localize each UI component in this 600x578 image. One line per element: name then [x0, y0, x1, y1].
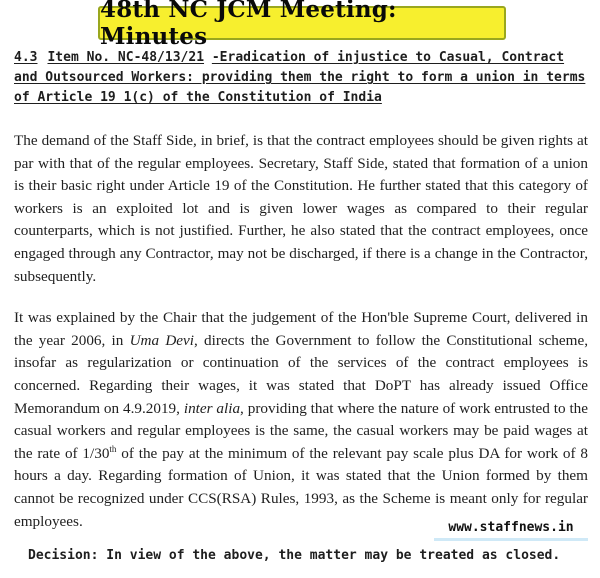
ordinal-superscript: th: [109, 443, 117, 454]
paragraph-staff-side-demand: The demand of the Staff Side, in brief, is that the contract employees should be given rights at par with that of the regular employees. Secretary, Staff Side, stated that formation of a union is their basic right under Article 19 of the Constitution. He further stated that this category of workers is an exploited lot and is given lower wages as compared to their regular counterparts, which is not justified. Further, he also stated that the contract employees, once engaged through any Contractor, may not be discharged, if there is a change in the Contractor, subsequently.: [14, 132, 588, 285]
item-heading-lead: Item No. NC-48/13/21: [47, 50, 205, 65]
paragraph2-part1: It was explained by the Chair that the judgement of the Hon'ble Supreme Court, delivered in the year 2006, in: [14, 309, 588, 349]
item-heading: [14, 48, 588, 108]
page-title: 48th NC JCM Meeting: Minutes: [100, 0, 397, 50]
paragraph2-part2: , directs the Government to follow the Constitutional scheme, insofar as regularization or continuation of the services of the contract employees is concerned. Regarding their wages, it was stated that DoPT has already issued Office Memorandum on 4.9.2019,: [14, 331, 588, 417]
latin-phrase: inter alia: [183, 399, 241, 417]
case-name: Uma Devi: [129, 331, 195, 349]
item-heading-line3: of Article 19 1(c) of the Constitution of India: [14, 90, 382, 105]
decision-text: Decision: In view of the above, the matter may be treated as closed.: [28, 548, 561, 563]
title-banner-box: [98, 0, 506, 50]
paragraph-chair-explanation: [14, 307, 588, 533]
watermark-link[interactable]: www.staffnews.in: [434, 516, 588, 541]
paragraph2-part4: of the pay at the minimum of the relevant pay scale plus DA for work of 8 hours a day. Regarding formation of Union, it was stated that the Union formed by them cannot be recognized under CCS(RSA) Rules, 1993, as the Scheme is meant only for regular employees.: [14, 444, 588, 530]
document-body: [14, 48, 588, 533]
item-heading-line1: -Eradication of injustice to Casual, Contract: [211, 50, 565, 65]
banner: [0, 0, 600, 50]
item-number: 4.3: [14, 50, 38, 65]
item-heading-line2: and Outsourced Workers: providing them the right to form a union in terms: [14, 70, 586, 85]
paragraph2-part3: , providing that where the nature of work entrusted to the casual workers and regular employees is the same, the casual workers may be paid wages at the rate of 1/30: [14, 399, 589, 462]
